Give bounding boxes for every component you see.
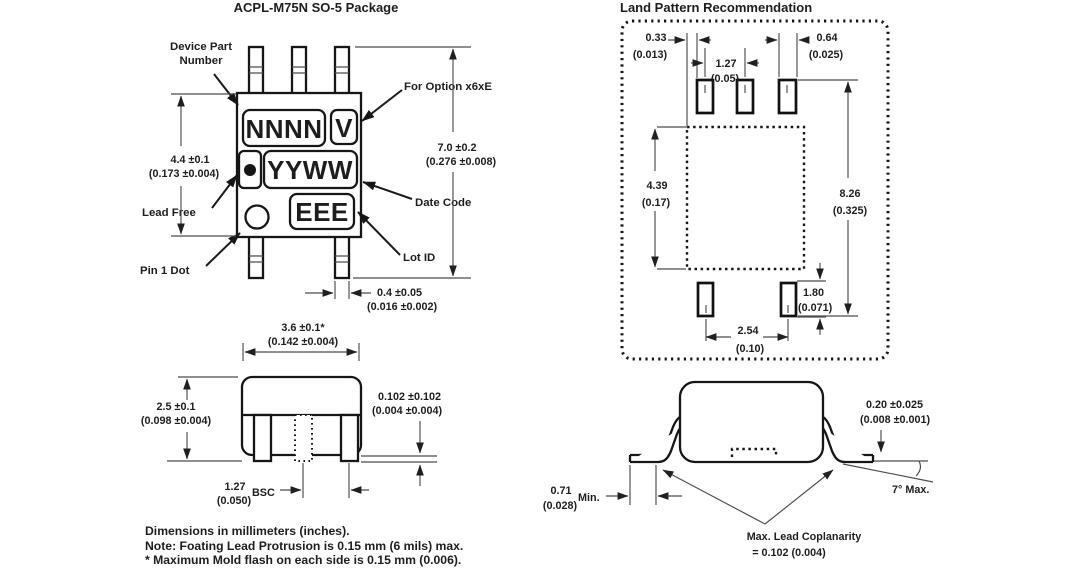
dim-text-mm: 4.4 ±0.1 [170,154,210,166]
dim-text-mm: 0.20 ±0.025 [866,399,923,411]
note-line-3: * Maximum Mold flash on each side is 0.15 mm (0.006). [145,553,462,567]
dim-text-in: (0.276 ±0.008) [425,156,497,168]
dim-coplanarity [663,470,861,559]
dim-text-mm: 0.33 [645,32,667,44]
angle-arc [916,461,920,476]
dim-lead-pitch [217,463,369,507]
dim-text-in: (0.10) [735,343,765,355]
dim-body-height [141,377,238,459]
date-code-label: Date Code [415,197,472,209]
lot-id-label: Lot ID [403,252,436,264]
extension-lines [335,281,349,299]
dim-body-length [243,322,359,361]
note-line-1: Dimensions in millimeters (inches). [145,524,350,538]
lead-free-dot [244,164,256,176]
date-code-leader [363,182,412,199]
dim-text-mm: 0.4 ±0.05 [377,287,422,299]
dim-bottom-pitch [706,319,788,355]
dim-text-line1: Max. Lead Coplanarity [746,531,862,543]
land-pad-top-2 [737,80,753,113]
dim-text-in: (0.016 ±0.002) [367,301,438,313]
extension-lines [630,465,656,505]
pin-top-3 [335,47,349,94]
page-title: ACPL-M75N SO-5 Package [233,0,399,15]
dim-text-mm: 0.71 [550,485,572,497]
dim-lead-angle [843,461,933,496]
package-front-view [141,322,443,507]
dim-lead-width [305,281,438,313]
dim-text-in: (0.050) [216,495,252,507]
pin-bottom-1 [249,236,263,278]
marking-option-text: V [335,113,353,143]
dim-text-mm: 1.80 [803,287,825,299]
bottom-pins [249,236,349,278]
dim-text-mm: 2.5 ±0.1 [156,401,196,413]
pin1-dot-circle [246,206,269,229]
dim-text-in: (0.142 ±0.004) [267,336,339,348]
dim-text-line2: = 0.102 (0.004) [752,547,826,559]
side-body [680,382,823,462]
dim-text-in: (0.17) [641,197,671,209]
notes [145,524,463,567]
pin-top-1 [249,47,263,94]
pin-bottom-2 [335,236,349,278]
front-lead-right [341,415,358,461]
lead-free-label: Lead Free [142,207,196,219]
dim-text-in: (0.098 ±0.004) [140,415,212,427]
dim-text-mm: 0.102 ±0.102 [378,391,441,403]
pin1-dot-leader [206,233,240,266]
dim-text-suffix: Min. [578,492,600,504]
coplanarity-leader-left [663,470,765,524]
for-option-label: For Option x6xE [404,81,492,93]
dim-text-in: (0.325) [832,205,868,217]
front-lead-middle-hidden [295,415,312,461]
coplanarity-leader-right [765,470,833,524]
dim-text-in: (0.008 ±0.001) [860,414,931,426]
marking-date-text: YYWW [267,155,353,185]
dim-text-suffix: BSC [252,487,275,499]
note-line-2: Note: Foating Lead Protrusion is 0.15 mm (6 mils) max. [145,539,464,553]
land-pad-top-3 [779,80,796,113]
dim-text-in: (0.173 ±0.004) [148,168,220,180]
extension-lines [303,463,349,498]
marking-lot-text: EEE [295,197,349,227]
front-lead-left [254,415,271,461]
land-pattern-title: Land Pattern Recommendation [620,0,813,15]
dim-text-in: (0.071) [798,302,833,314]
dim-pad-length [797,263,833,335]
pin1-dot-label: Pin 1 Dot [140,265,190,277]
pad-center-ticks [705,85,788,313]
top-pins [249,47,349,94]
dim-text-mm: 3.6 ±0.1* [281,322,325,334]
dim-text-mm: 7.0 ±0.2 [437,142,477,154]
dim-standoff [372,391,443,486]
device-part-number-label-1: Device Part [169,41,233,53]
dim-text-mm: 4.39 [646,180,668,192]
dim-text-mm: 1.27 [715,58,737,70]
land-pattern [622,21,888,359]
dim-pad-width [765,32,844,77]
extension-lines [687,33,697,128]
for-option-leader [362,90,402,121]
dim-text-mm: 2.54 [737,325,759,337]
dim-text-in: (0.013) [632,49,668,61]
dim-text-in: (0.028) [542,500,578,512]
dim-text-mm: 0.64 [816,32,838,44]
dim-text-in: (0.025) [808,49,844,61]
dim-lead-thickness [860,399,931,452]
courtyard-outline [687,127,804,269]
package-side-view [543,382,933,559]
device-part-number-leader [214,74,238,105]
device-part-number-label-2: Number [179,55,223,67]
dim-text-mm: 8.26 [839,188,861,200]
dim-text-in: (0.004 ±0.004) [372,405,443,417]
marking-part-text: NNNN [245,114,323,144]
dim-text-in: (0.05) [710,73,740,85]
dim-foot-length [543,465,682,512]
dim-text-mm: 1.27 [224,481,246,493]
package-top-view [140,41,496,313]
dim-courtyard-height [642,127,686,269]
pin-top-2 [292,47,306,94]
dim-text-angle: 7° Max. [892,484,930,496]
extension-lines [779,33,797,77]
angle-line [843,464,933,482]
lot-id-leader [358,212,400,255]
